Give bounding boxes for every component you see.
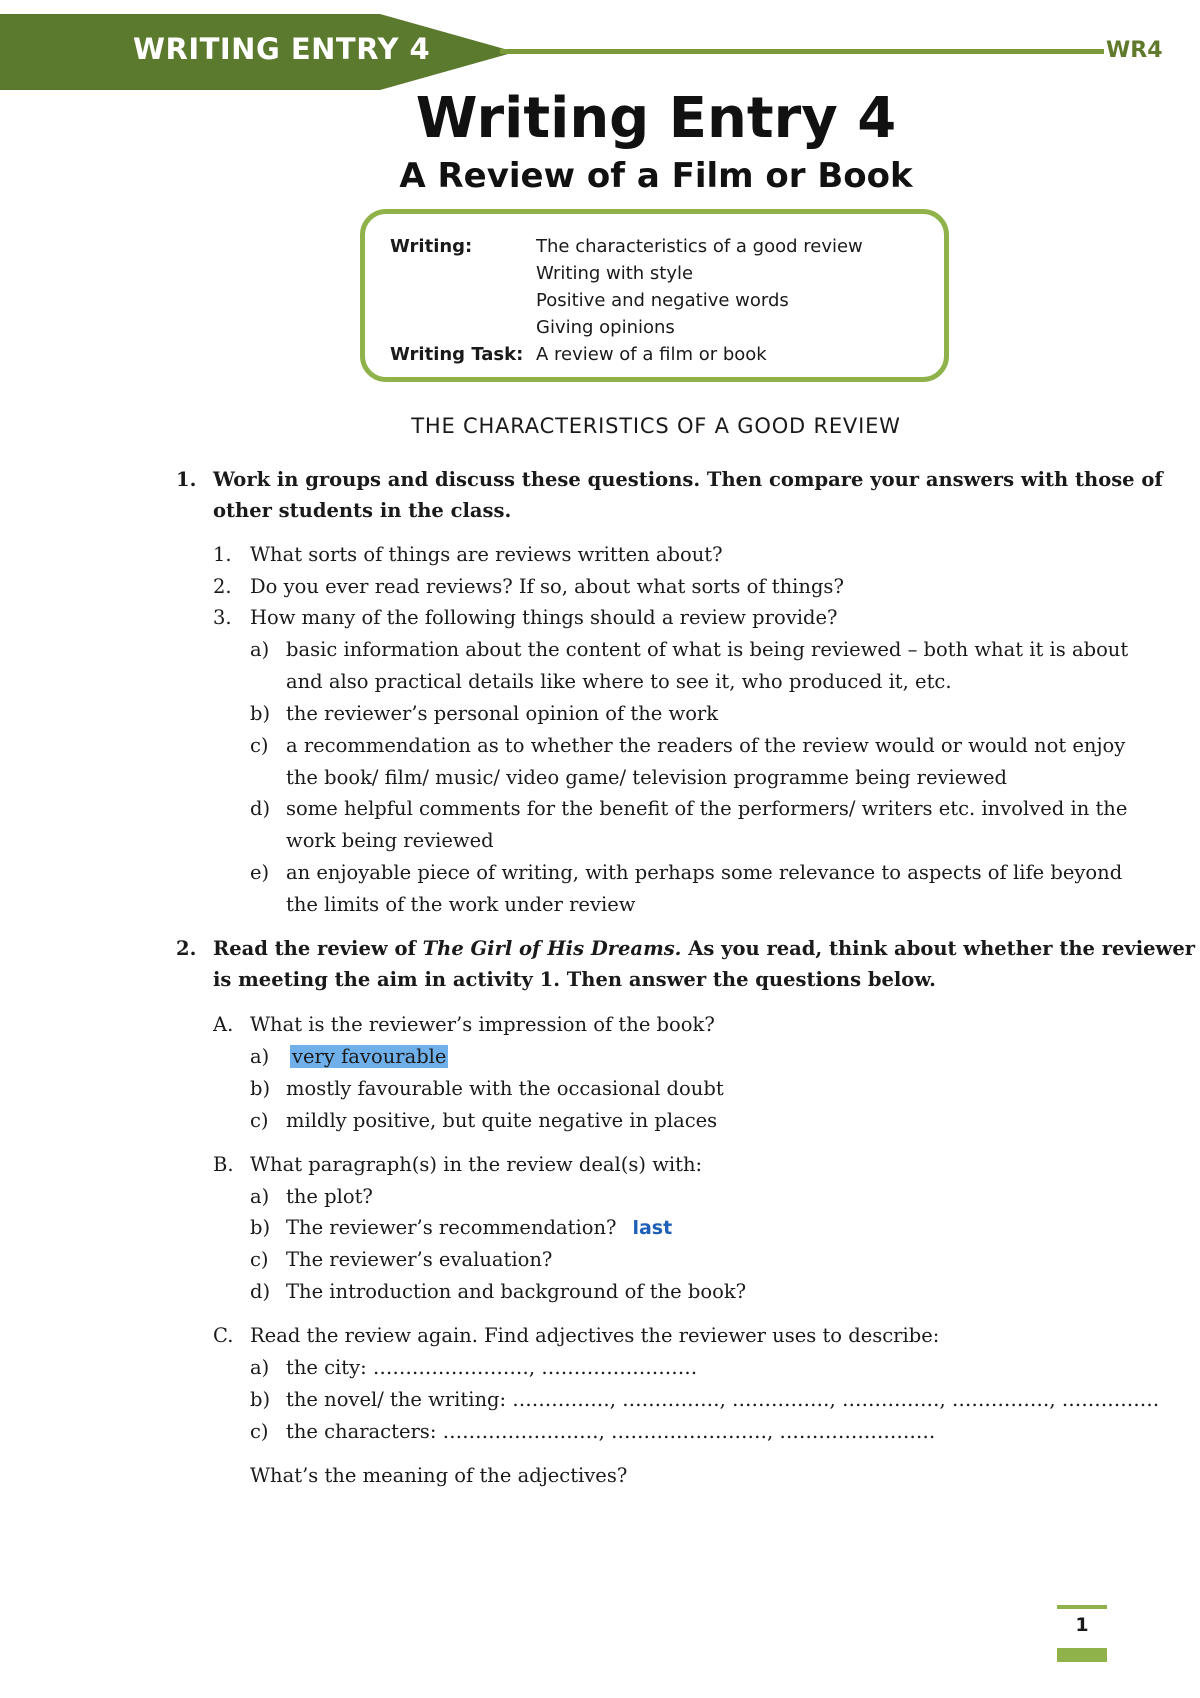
part-c-letter: C. (213, 1324, 234, 1347)
summary-task-label: Writing Task: (390, 344, 524, 365)
q1-instruction-line2: other students in the class. (213, 499, 512, 522)
part-c-option-letter: c) (250, 1420, 269, 1443)
part-a-question: What is the reviewer’s impression of the book? (250, 1013, 715, 1036)
q1-option-text: a recommendation as to whether the readers of the review would or would not enjoy (286, 734, 1126, 757)
q1-item-text: What sorts of things are reviews written about? (250, 543, 723, 566)
q1-option-text: some helpful comments for the benefit of the performers/ writers etc. involved in the (286, 797, 1128, 820)
q1-option-text: work being reviewed (286, 829, 494, 852)
part-c-option-text: the city: ……………………, …………………… (286, 1356, 698, 1379)
q1-option-letter: a) (250, 638, 270, 661)
summary-writing-item: Positive and negative words (536, 290, 789, 311)
q2-number: 2. (176, 937, 197, 960)
banner-title: WRITING ENTRY 4 (133, 32, 431, 66)
footer-rule (1057, 1605, 1107, 1609)
summary-writing-item: Giving opinions (536, 317, 675, 338)
q1-option-letter: c) (250, 734, 269, 757)
q1-option-text: the limits of the work under review (286, 893, 636, 916)
part-b-question: What paragraph(s) in the review deal(s) with: (250, 1153, 703, 1176)
q1-option-letter: d) (250, 797, 271, 820)
q1-item-number: 2. (213, 575, 232, 598)
part-b-option-letter: d) (250, 1280, 271, 1303)
part-b-option-label: The reviewer’s recommendation? (286, 1216, 617, 1239)
part-c-option-text: the novel/ the writing: ……………, ……………, ……………, ……………, ……………, …………… (286, 1388, 1160, 1411)
summary-task-row (390, 344, 767, 365)
section-heading: THE CHARACTERISTICS OF A GOOD REVIEW (411, 414, 901, 438)
header-rule (500, 49, 1104, 54)
q1-option-text: and also practical details like where to see it, who produced it, etc. (286, 670, 952, 693)
part-b-option-text (286, 1216, 672, 1239)
part-c-question: Read the review again. Find adjectives the reviewer uses to describe: (250, 1324, 940, 1347)
part-a-option-letter: c) (250, 1109, 269, 1132)
book-title: The Girl of His Dreams. (422, 937, 682, 960)
summary-writing-item: Writing with style (536, 263, 694, 284)
part-a-option-text: mostly favourable with the occasional doubt (286, 1077, 724, 1100)
q1-item-number: 3. (213, 606, 232, 629)
page-title: Writing Entry 4 (415, 86, 897, 151)
part-b-option-letter: b) (250, 1216, 271, 1239)
handwritten-answer: last (632, 1217, 673, 1239)
part-b-option-letter: c) (250, 1248, 269, 1271)
summary-task-value: A review of a film or book (536, 344, 767, 365)
q1-option-text: an enjoyable piece of writing, with perhaps some relevance to aspects of life beyond (286, 861, 1123, 884)
part-a-option-letter: a) (250, 1045, 270, 1068)
q1-instruction-line1: Work in groups and discuss these questions. Then compare your answers with those of (213, 468, 1163, 491)
q1-item-number: 1. (213, 543, 232, 566)
summary-writing-row (390, 236, 863, 257)
part-b-option-text: The reviewer’s evaluation? (286, 1248, 553, 1271)
part-c-followup: What’s the meaning of the adjectives? (250, 1464, 628, 1487)
q2-text-pre: Read the review of (213, 937, 423, 960)
part-a-option-text: mildly positive, but quite negative in places (286, 1109, 718, 1132)
q1-option-text: the book/ film/ music/ video game/ television programme being reviewed (286, 766, 1007, 789)
header-banner (0, 14, 515, 90)
page-subtitle: A Review of a Film or Book (399, 156, 913, 196)
q1-option-text: basic information about the content of what is being reviewed – both what it is about (286, 638, 1129, 661)
highlighted-answer: very favourable (292, 1045, 447, 1068)
part-c-option-letter: a) (250, 1356, 270, 1379)
part-a-option-highlighted (290, 1045, 448, 1068)
part-c-option-text: the characters: ……………………, ……………………, …………………… (286, 1420, 936, 1443)
part-b-option-text: The introduction and background of the book? (286, 1280, 747, 1303)
part-b-option-letter: a) (250, 1185, 270, 1208)
q1-option-letter: b) (250, 702, 271, 725)
q1-option-text: the reviewer’s personal opinion of the work (286, 702, 719, 725)
part-c-option-letter: b) (250, 1388, 271, 1411)
summary-writing-item: The characteristics of a good review (536, 236, 863, 257)
q2-instruction-line2: is meeting the aim in activity 1. Then answer the questions below. (213, 968, 936, 991)
q2-text-post: As you read, think about whether the reviewer (681, 937, 1196, 960)
q1-item-text: How many of the following things should a review provide? (250, 606, 838, 629)
summary-box (360, 209, 949, 382)
footer-bar (1057, 1648, 1107, 1662)
part-a-option-letter: b) (250, 1077, 271, 1100)
q1-option-letter: e) (250, 861, 270, 884)
page-number: 1 (1075, 1614, 1089, 1636)
q1-number: 1. (176, 468, 197, 491)
q1-item-text: Do you ever read reviews? If so, about what sorts of things? (250, 575, 844, 598)
part-a-letter: A. (213, 1013, 234, 1036)
part-b-option-text: the plot? (286, 1185, 373, 1208)
entry-code: WR4 (1106, 38, 1163, 63)
part-b-letter: B. (213, 1153, 234, 1176)
summary-writing-label: Writing: (390, 236, 473, 257)
q2-instruction-line1 (213, 937, 1195, 960)
